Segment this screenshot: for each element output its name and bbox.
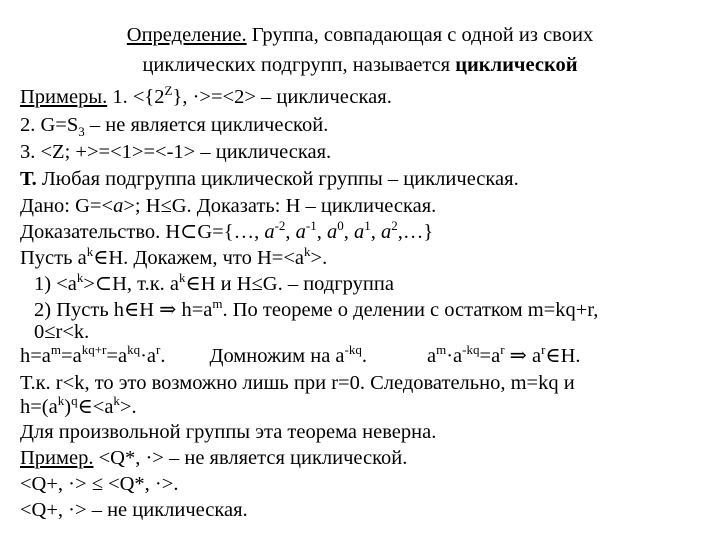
example-2-text-2: – не является циклической. — [84, 114, 329, 136]
example-1-text-2: }, ·>=<2> – циклическая. — [172, 86, 392, 108]
seq-base: a — [295, 221, 306, 243]
t: Домножим на a — [209, 345, 345, 367]
seq-exp: 1 — [364, 218, 371, 234]
given — [20, 194, 436, 218]
t: ·a — [140, 345, 156, 367]
t: ·a — [446, 345, 463, 367]
proof-start — [20, 220, 433, 244]
sup: -kq — [344, 342, 362, 358]
remark-line: Для произвольной группы эта теорема неверна. — [20, 421, 437, 443]
proof-head: Доказательство. H⊂G={…, — [20, 221, 265, 243]
t: ) — [64, 396, 72, 418]
equation-line — [20, 344, 581, 368]
seq-base: a — [264, 221, 275, 243]
t: >⊂H, т.к. a — [83, 273, 180, 295]
t: >. — [310, 247, 328, 269]
sup: r — [500, 342, 505, 358]
remainder-condition: 0≤r<k. — [34, 321, 90, 343]
seq-base: a — [381, 221, 392, 243]
counter-example — [20, 446, 407, 470]
sup: -kq — [462, 342, 480, 358]
sup: q — [71, 393, 78, 409]
definition-line-1 — [0, 23, 720, 47]
sup: k — [304, 244, 311, 260]
t: >. — [119, 396, 137, 418]
t: 2) Пусть h∈H ⇒ h=a — [34, 299, 213, 321]
sub: 3 — [78, 124, 85, 140]
sup: kq+r — [81, 342, 107, 358]
cyclic-term: циклической — [455, 54, 578, 76]
definition-text-2: циклических подгрупп, называется — [142, 54, 456, 76]
subgroup-line: <Q+, ·> ≤ <Q*, ·>. — [20, 473, 179, 495]
since-line: Т.к. r<k, то это возможно лишь при r=0. Следовательно, m=kq и — [20, 372, 575, 394]
definition-line-2 — [0, 53, 720, 77]
example-2 — [20, 113, 329, 140]
seq-exp: -1 — [305, 218, 317, 234]
t: =a — [479, 345, 501, 367]
sup: kq — [127, 342, 141, 358]
t: h=a — [20, 345, 51, 367]
sup: r — [156, 342, 161, 358]
seq-sep: , — [370, 221, 382, 243]
seq-sep: , — [285, 221, 296, 243]
example-text: <Q*, ·> – не является циклической. — [93, 447, 408, 469]
t: ∈H. Докажем, что H=<a — [93, 247, 305, 269]
definition-term: Определение. — [126, 24, 247, 46]
sup: Z — [164, 83, 173, 99]
step-1 — [34, 272, 394, 296]
let-line — [20, 246, 327, 270]
last-line: <Q+, ·> – не циклическая. — [20, 499, 248, 521]
sup: r — [541, 342, 546, 358]
example-3: 3. <Z; +>=<1>=<-1> – циклическая. — [20, 141, 332, 163]
sup: k — [179, 270, 186, 286]
t: . По теореме о делении с остатком m=kq+r, — [222, 299, 599, 321]
t: 1) <a — [34, 273, 77, 295]
example-2-text: 2. G=S — [20, 114, 79, 136]
given-text-2: >; H≤G. Доказать: H – циклическая. — [123, 195, 437, 217]
sup: m — [436, 342, 447, 358]
example-1-text: 1. <{2 — [107, 86, 165, 108]
example-label: Пример. — [20, 447, 94, 469]
examples-heading: Примеры. — [20, 86, 108, 108]
definition-text: Группа, совпадающая с одной из своих — [246, 24, 594, 46]
seq-base: a — [327, 221, 338, 243]
sup: k — [86, 244, 94, 260]
sup: k — [76, 270, 84, 286]
seq-sep: , — [316, 221, 328, 243]
seq-exp: 2 — [391, 218, 398, 234]
seq-sep: , — [343, 221, 355, 243]
t: ∈<a — [77, 396, 114, 418]
t: =a — [61, 345, 82, 367]
t: . — [361, 345, 367, 367]
t: . — [160, 345, 166, 367]
var: a — [113, 195, 124, 217]
t: a — [427, 345, 437, 367]
theorem-label: Т. — [20, 168, 37, 190]
t: ⇒ a — [504, 345, 542, 367]
t: Пусть a — [20, 247, 87, 269]
step-2 — [34, 298, 598, 322]
conclusion — [20, 395, 137, 419]
t: ∈H и H≤G. – подгруппа — [185, 273, 394, 295]
given-text: Дано: G=< — [20, 195, 114, 217]
t: =a — [106, 345, 128, 367]
t: h=(a — [20, 396, 58, 418]
t: ∈H. — [545, 345, 581, 367]
group-elements — [264, 218, 434, 243]
sup: k — [113, 393, 120, 409]
theorem-text: Любая подгруппа циклической группы – циклическая. — [36, 168, 519, 190]
seq-exp: -2 — [274, 218, 286, 234]
sup: k — [57, 393, 65, 409]
seq-base: a — [354, 221, 365, 243]
sup: m — [50, 342, 62, 358]
example-1 — [20, 85, 392, 109]
theorem — [20, 167, 519, 191]
sup: m — [212, 296, 223, 312]
seq-exp: 0 — [337, 218, 344, 234]
seq-sep: ,…} — [397, 221, 434, 243]
